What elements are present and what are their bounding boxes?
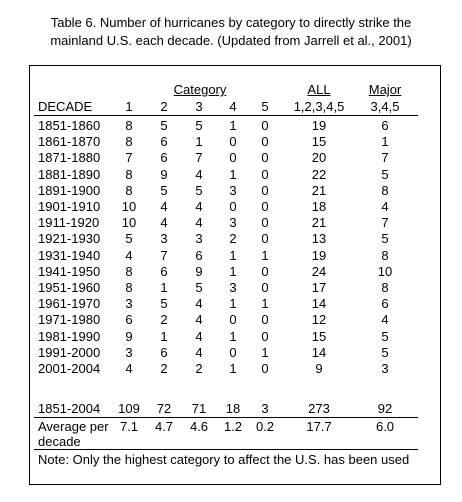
row-value: 0: [261, 328, 269, 344]
average-value: 6.0: [375, 419, 395, 434]
row-decade-label: 1981-1990: [38, 328, 101, 344]
row-value: 8: [125, 118, 133, 133]
row-value: 5: [160, 118, 168, 133]
row-value: 4: [160, 215, 168, 231]
average-value: 0.2: [255, 419, 275, 434]
row-value: 5: [195, 118, 203, 133]
row-value: 17: [311, 280, 327, 295]
row-decade-label: 1861-1870: [38, 134, 101, 150]
row-value: 7: [125, 150, 133, 166]
row-value: 0: [229, 312, 237, 328]
table-note: Note: Only the highest category to affect the U.S. has been used: [38, 452, 410, 467]
header-category-1: 1: [125, 99, 133, 114]
row-value: 1: [381, 134, 389, 150]
row-value: 4: [195, 166, 203, 182]
row-value: 3: [229, 280, 237, 295]
header-category: Category: [173, 82, 227, 97]
row-value: 10: [121, 199, 137, 214]
row-value: 2: [229, 231, 237, 247]
row-value: 18: [311, 199, 327, 214]
row-value: 14: [311, 296, 327, 312]
row-value: 7: [160, 247, 168, 263]
row-decade-label: 1871-1880: [38, 150, 101, 166]
row-value: 4: [195, 199, 203, 214]
row-value: 3: [229, 182, 237, 198]
row-value: 4: [195, 312, 203, 328]
row-value: 7: [381, 150, 389, 166]
row-value: 21: [311, 215, 327, 231]
row-value: 0: [261, 312, 269, 328]
row-value: 0: [229, 344, 237, 360]
row-value: 22: [311, 166, 327, 182]
row-value: 15: [311, 328, 327, 344]
row-value: 19: [311, 118, 327, 133]
row-value: 3: [229, 215, 237, 231]
row-decade-label: 1951-1960: [38, 280, 101, 295]
row-decade-label: 1961-1970: [38, 296, 101, 312]
row-value: 15: [311, 134, 327, 150]
caption-line-1: Table 6. Number of hurricanes by category to directly strike the: [50, 15, 412, 30]
row-value: 1: [229, 118, 237, 133]
row-decade-label: 1921-1930: [38, 231, 101, 247]
row-value: 3: [195, 231, 203, 247]
row-value: 13: [311, 231, 327, 247]
row-value: 6: [381, 118, 389, 133]
row-value: 6: [195, 247, 203, 263]
row-value: 6: [160, 134, 168, 150]
row-value: 1: [195, 134, 203, 150]
row-value: 4: [195, 328, 203, 344]
row-value: 3: [381, 361, 389, 376]
row-value: 10: [377, 263, 393, 279]
row-value: 9: [160, 166, 168, 182]
total-value: 273: [308, 401, 330, 416]
average-value: 4.7: [154, 419, 174, 434]
row-value: 7: [195, 150, 203, 166]
total-value: 18: [225, 401, 241, 416]
row-value: 2: [160, 361, 168, 376]
row-value: 12: [311, 312, 327, 328]
row-value: 4: [195, 296, 203, 312]
row-value: 0: [261, 263, 269, 279]
row-value: 0: [261, 215, 269, 231]
row-value: 0: [261, 134, 269, 150]
row-value: 4: [160, 199, 168, 214]
row-value: 0: [261, 150, 269, 166]
average-rule: [34, 449, 418, 450]
row-value: 0: [261, 182, 269, 198]
row-value: 0: [261, 280, 269, 295]
total-value: 109: [118, 401, 140, 416]
row-decade-label: 1881-1890: [38, 166, 101, 182]
row-decade-label: 1901-1910: [38, 199, 101, 214]
header-major-sub: 3,4,5: [370, 99, 400, 114]
row-value: 0: [229, 199, 237, 214]
row-value: 0: [229, 150, 237, 166]
row-value: 5: [195, 182, 203, 198]
row-value: 4: [381, 199, 389, 214]
row-value: 3: [125, 344, 133, 360]
row-value: 5: [381, 231, 389, 247]
row-value: 6: [160, 150, 168, 166]
row-value: 5: [160, 296, 168, 312]
table-caption: [0, 14, 462, 50]
row-decade-label: 1891-1900: [38, 182, 101, 198]
row-value: 8: [381, 280, 389, 295]
row-value: 1: [229, 263, 237, 279]
row-value: 0: [261, 118, 269, 133]
row-value: 6: [381, 296, 389, 312]
total-rule: [34, 417, 418, 418]
row-value: 4: [381, 312, 389, 328]
row-value: 5: [160, 182, 168, 198]
row-value: 8: [125, 263, 133, 279]
row-value: 20: [311, 150, 327, 166]
row-value: 6: [160, 263, 168, 279]
average-label-line-2: decade: [38, 434, 81, 449]
row-value: 19: [311, 247, 327, 263]
total-value: 71: [191, 401, 207, 416]
row-value: 4: [195, 344, 203, 360]
header-major: Major: [368, 82, 402, 97]
row-value: 0: [229, 134, 237, 150]
row-value: 9: [195, 263, 203, 279]
row-value: 8: [125, 166, 133, 182]
row-decade-label: 1911-1920: [38, 215, 100, 231]
row-value: 1: [229, 296, 237, 312]
average-value: 17.7: [306, 419, 332, 434]
row-decade-label: 2001-2004: [38, 361, 101, 376]
row-value: 1: [261, 296, 269, 312]
row-value: 3: [125, 296, 133, 312]
row-value: 4: [125, 247, 133, 263]
total-value: 92: [377, 401, 393, 416]
total-value: 72: [156, 401, 172, 416]
header-category-2: 2: [160, 99, 168, 114]
row-value: 0: [261, 361, 269, 376]
row-value: 1: [229, 361, 237, 376]
row-value: 5: [125, 231, 133, 247]
row-decade-label: 1971-1980: [38, 312, 101, 328]
row-value: 6: [125, 312, 133, 328]
average-value: 4.6: [189, 419, 209, 434]
row-value: 0: [261, 166, 269, 182]
row-value: 21: [311, 182, 327, 198]
row-value: 14: [311, 344, 327, 360]
row-value: 0: [261, 199, 269, 214]
row-value: 5: [381, 344, 389, 360]
row-value: 1: [261, 247, 269, 263]
row-value: 1: [229, 247, 237, 263]
row-value: 1: [160, 328, 168, 344]
row-value: 8: [125, 182, 133, 198]
row-value: 24: [311, 263, 327, 279]
header-category-3: 3: [195, 99, 203, 114]
header-all-sub: 1,2,3,4,5: [293, 99, 345, 114]
row-value: 4: [195, 215, 203, 231]
header-all: ALL: [307, 82, 331, 97]
row-value: 2: [195, 361, 203, 376]
total-label: 1851-2004: [38, 401, 101, 416]
row-value: 5: [381, 166, 389, 182]
average-value: 1.2: [223, 419, 243, 434]
row-value: 5: [195, 280, 203, 295]
row-decade-label: 1851-1860: [38, 118, 101, 133]
row-value: 8: [125, 134, 133, 150]
row-value: 1: [229, 328, 237, 344]
row-value: 9: [125, 328, 133, 344]
row-value: 4: [125, 361, 133, 376]
average-label-line-1: Average per: [38, 419, 109, 434]
row-decade-label: 1941-1950: [38, 263, 101, 279]
row-value: 3: [160, 231, 168, 247]
row-value: 5: [381, 328, 389, 344]
row-value: 1: [160, 280, 168, 295]
header-category-5: 5: [261, 99, 269, 114]
row-value: 2: [160, 312, 168, 328]
row-value: 7: [381, 215, 389, 231]
caption-line-2: mainland U.S. each decade. (Updated from Jarrell et al., 2001): [50, 33, 412, 48]
header-rule: [34, 115, 418, 116]
row-value: 10: [121, 215, 137, 231]
row-decade-label: 1991-2000: [38, 344, 101, 360]
header-category-4: 4: [229, 99, 237, 114]
row-value: 0: [261, 231, 269, 247]
row-value: 8: [125, 280, 133, 295]
row-value: 1: [261, 344, 269, 360]
row-decade-label: 1931-1940: [38, 247, 101, 263]
average-value: 7.1: [119, 419, 139, 434]
row-value: 8: [381, 182, 389, 198]
row-value: 9: [315, 361, 323, 376]
row-value: 1: [229, 166, 237, 182]
row-value: 8: [381, 247, 389, 263]
header-decade: DECADE: [38, 99, 93, 114]
total-value: 3: [261, 401, 269, 416]
row-value: 6: [160, 344, 168, 360]
